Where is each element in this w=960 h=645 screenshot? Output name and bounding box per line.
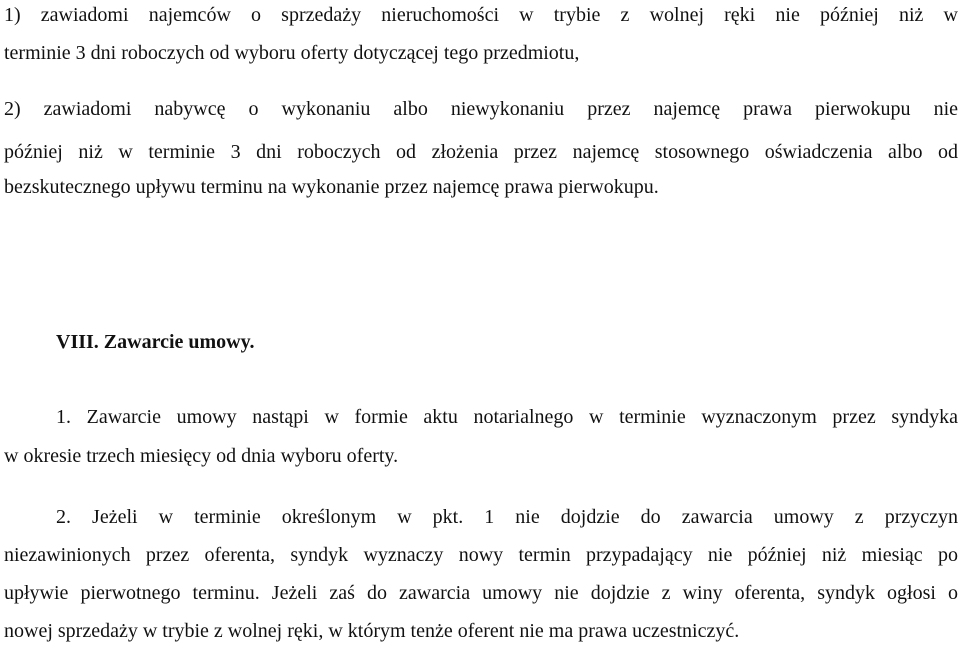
paragraph-1-line-1: 1) zawiadomi najemców o sprzedaży nieruchomości w trybie z wolnej ręki nie później niż w bbox=[4, 4, 958, 26]
paragraph-4-line-4: nowej sprzedaży w trybie z wolnej ręki, w którym tenże oferent nie ma prawa uczestniczyć. bbox=[4, 620, 740, 642]
paragraph-2-line-1: 2) zawiadomi nabywcę o wykonaniu albo niewykonaniu przez najemcę prawa pierwokupu nie bbox=[4, 98, 958, 120]
section-heading: VIII. Zawarcie umowy. bbox=[56, 331, 255, 353]
paragraph-3-line-1: 1. Zawarcie umowy nastąpi w formie aktu notarialnego w terminie wyznaczonym przez syndyka bbox=[56, 406, 958, 428]
paragraph-4-line-2: niezawinionych przez oferenta, syndyk wyznaczy nowy termin przypadający nie później niż miesiąc po bbox=[4, 544, 958, 566]
paragraph-4-line-1: 2. Jeżeli w terminie określonym w pkt. 1 nie dojdzie do zawarcia umowy z przyczyn bbox=[56, 506, 958, 528]
paragraph-4-line-3: upływie pierwotnego terminu. Jeżeli zaś do zawarcia umowy nie dojdzie z winy oferenta, syndyk ogłosi o bbox=[4, 582, 958, 604]
paragraph-2-line-2: później niż w terminie 3 dni roboczych od złożenia przez najemcę stosownego oświadczenia albo od bbox=[4, 141, 958, 163]
paragraph-3-line-2: w okresie trzech miesięcy od dnia wyboru oferty. bbox=[4, 445, 399, 467]
paragraph-2-line-3: bezskutecznego upływu terminu na wykonanie przez najemcę prawa pierwokupu. bbox=[4, 176, 659, 198]
paragraph-1-line-2: terminie 3 dni roboczych od wyboru oferty dotyczącej tego przedmiotu, bbox=[4, 42, 580, 64]
